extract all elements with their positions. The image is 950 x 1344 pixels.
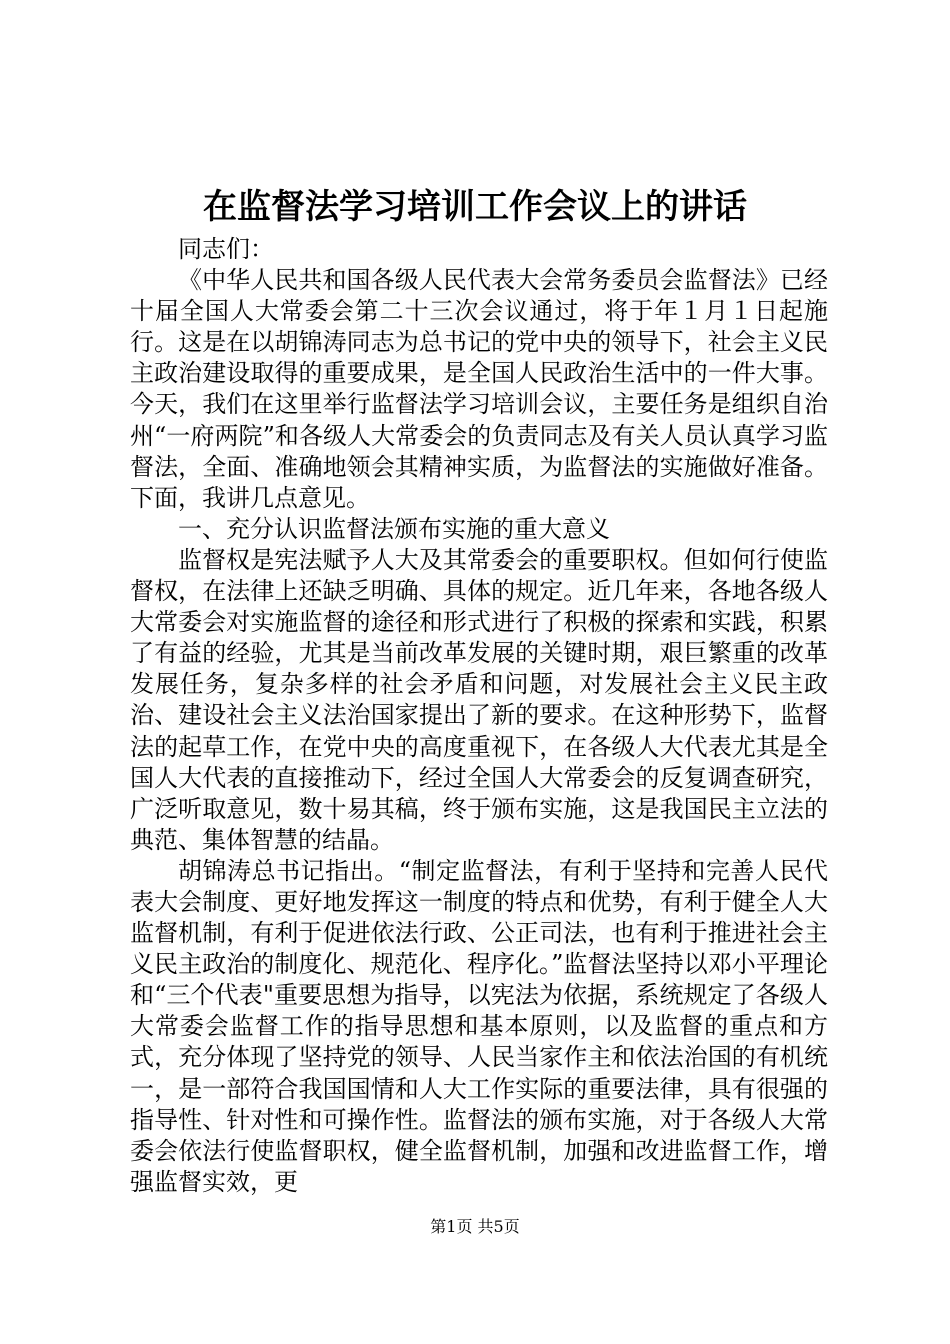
paragraph: 胡锦涛总书记指出。“制定监督法，有利于坚持和完善人民代表大会制度、更好地发挥这一制度的特点和优势，有利于健全人大监督机制，有利于促进依法行政、公正司法，也有利于推进社会主义民主政治的制度化、规范化、程序化。”监督法坚持以邓小平理论和“三个代表"重要思想为指导，以宪法为依据，系统规定了各级人大常委会监督工作的指导思想和基本原则，以及监督的重点和方式，充分体现了坚持党的领导、人民当家作主和依法治国的有机统一，是一部符合我国国情和人大工作实际的重要法律，具有很强的指导性、针对性和可操作性。监督法的颁布实施，对于各级人大常委会依法行使监督职权，健全监督机制，加强和改进监督工作，增强监督实效，更 bbox=[130, 856, 828, 1196]
document-title: 在监督法学习培训工作会议上的讲话 bbox=[203, 187, 747, 227]
section-heading: 一、充分认识监督法颁布实施的重大意义 bbox=[178, 514, 610, 543]
document-body bbox=[130, 234, 828, 1198]
page-footer: 第1页 共5页 bbox=[430, 1217, 520, 1236]
salutation: 同志们： bbox=[178, 235, 274, 263]
paragraph: 《中华人民共和国各级人民代表大会常务委员会监督法》已经十届全国人大常委会第二十三次会议通过，将于年１月１日起施行。这是在以胡锦涛同志为总书记的党中央的领导下，社会主义民主政治建设取得的重要成果，是全国人民政治生活中的一件大事。今天，我们在这里举行监督法学习培训会议，主要任务是组织自治州“一府两院”和各级人大常委会的负责同志及有关人员认真学习监督法，全面、准确地领会其精神实质，为监督法的实施做好准备。下面，我讲几点意见。 bbox=[130, 266, 828, 512]
paragraph: 监督权是宪法赋予人大及其常委会的重要职权。但如何行使监督权，在法律上还缺乏明确、具体的规定。近几年来，各地各级人大常委会对实施监督的途径和形式进行了积极的探索和实践，积累了有益的经验，尤其是当前改革发展的关键时期，艰巨繁重的改革发展任务，复杂多样的社会矛盾和问题，对发展社会主义民主政治、建设社会主义法治国家提出了新的要求。在这种形势下，监督法的起草工作，在党中央的高度重视下，在各级人大代表尤其是全国人大代表的直接推动下，经过全国人大常委会的反复调查研究，广泛听取意见，数十易其稿，终于颁布实施，这是我国民主立法的典范、集体智慧的结晶。 bbox=[130, 545, 828, 854]
